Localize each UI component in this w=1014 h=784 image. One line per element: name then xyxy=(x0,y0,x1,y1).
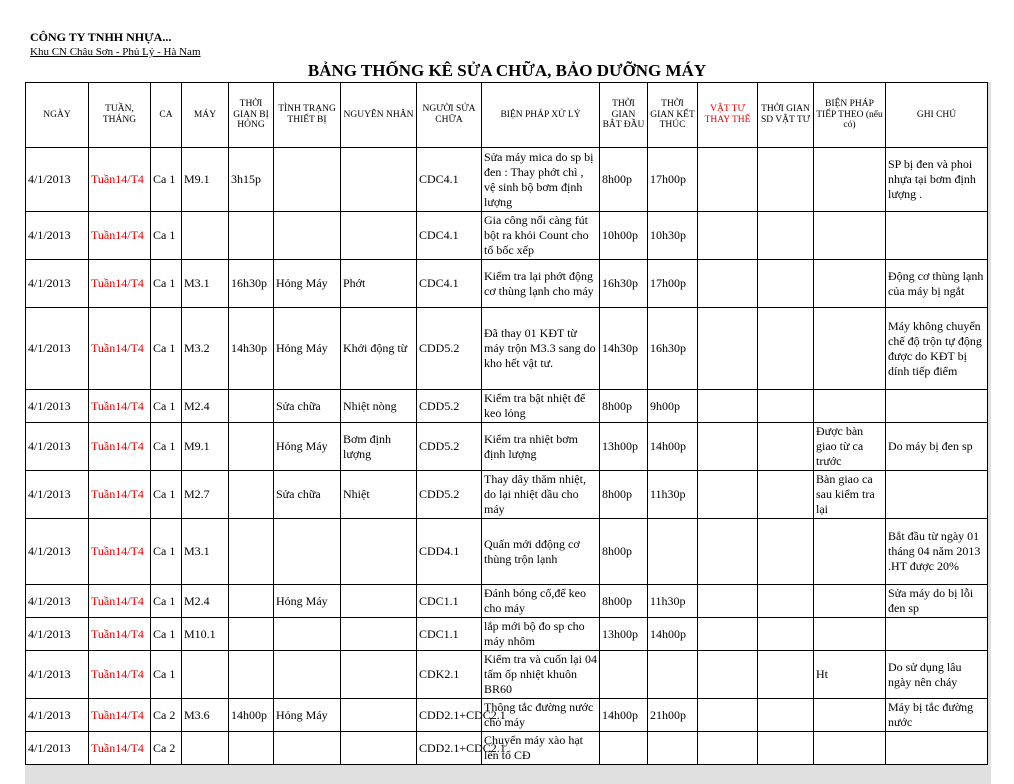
cell-thoi-gian-ket-thuc: 9h00p xyxy=(648,390,698,423)
cell-thoi-gian-bi-hong: 14h00p xyxy=(229,699,274,732)
page-title: BẢNG THỐNG KÊ SỬA CHỮA, BẢO DƯỠNG MÁY xyxy=(307,61,707,80)
cell-thoi-gian-bi-hong xyxy=(229,618,274,651)
header-ngay: NGÀY xyxy=(26,83,89,148)
cell-thoi-gian-bat-dau: 8h00p xyxy=(600,471,648,519)
cell-bien-phap-xu-ly: Đã thay 01 KĐT từ máy trộn M3.3 sang do kho hết vật tư. xyxy=(482,308,600,390)
cell-thoi-gian-bat-dau: 8h00p xyxy=(600,148,648,212)
cell-tuan-thang: Tuần14/T4 xyxy=(89,699,151,732)
cell-may xyxy=(182,651,229,699)
cell-tinh-trang xyxy=(274,148,341,212)
cell-thoi-gian-bi-hong: 14h30p xyxy=(229,308,274,390)
header-tinh-trang: TÌNH TRẠNG THIẾT BỊ xyxy=(274,83,341,148)
cell-bien-phap-tiep-theo xyxy=(814,260,886,308)
cell-nguyen-nhan: Khởi động từ xyxy=(341,308,417,390)
cell-bien-phap-xu-ly: Gia công nối càng fút bột ra khỏi Count cho tổ bốc xếp xyxy=(482,212,600,260)
cell-thoi-gian-ket-thuc: 17h00p xyxy=(648,260,698,308)
header-vat-tu-thay-the: VẬT TƯ THAY THẾ xyxy=(698,83,758,148)
cell-bien-phap-xu-ly: Kiểm tra nhiệt bơm định lượng xyxy=(482,423,600,471)
cell-thoi-gian-ket-thuc: 11h30p xyxy=(648,585,698,618)
cell-thoi-gian-sd-vat-tu xyxy=(758,699,814,732)
cell-ghi-chu xyxy=(886,390,988,423)
header-thoi-gian-sd-vat-tu: THỜI GIAN SD VẬT TƯ xyxy=(758,83,814,148)
cell-nguyen-nhan: Phớt xyxy=(341,260,417,308)
cell-bien-phap-xu-ly: lắp mới bộ đo sp cho máy nhôm xyxy=(482,618,600,651)
cell-tuan-thang: Tuần14/T4 xyxy=(89,732,151,765)
cell-thoi-gian-ket-thuc: 21h00p xyxy=(648,699,698,732)
cell-ca: Ca 1 xyxy=(151,308,182,390)
cell-tuan-thang: Tuần14/T4 xyxy=(89,390,151,423)
cell-thoi-gian-bat-dau: 14h30p xyxy=(600,308,648,390)
cell-thoi-gian-bi-hong xyxy=(229,585,274,618)
cell-tinh-trang: Hỏng Máy xyxy=(274,260,341,308)
cell-tuan-thang: Tuần14/T4 xyxy=(89,618,151,651)
cell-tuan-thang: Tuần14/T4 xyxy=(89,585,151,618)
cell-thoi-gian-bat-dau xyxy=(600,732,648,765)
cell-nguyen-nhan xyxy=(341,519,417,585)
cell-nguyen-nhan xyxy=(341,148,417,212)
header-bien-phap-tiep-theo: BIỆN PHÁP TIẾP THEO (nếu có) xyxy=(814,83,886,148)
cell-ngay: 4/1/2013 xyxy=(26,423,89,471)
cell-ghi-chu: Máy không chuyển chế độ trộn tự động được do KĐT bị dính tiếp điểm xyxy=(886,308,988,390)
cell-tinh-trang: Hỏng Máy xyxy=(274,423,341,471)
cell-tinh-trang: Hỏng Máy xyxy=(274,699,341,732)
cell-thoi-gian-bi-hong xyxy=(229,423,274,471)
company-name: CÔNG TY TNHH NHỰA... xyxy=(30,30,172,44)
cell-ca: Ca 1 xyxy=(151,390,182,423)
cell-thoi-gian-bi-hong xyxy=(229,390,274,423)
table-row xyxy=(26,390,988,423)
cell-may xyxy=(182,732,229,765)
cell-thoi-gian-sd-vat-tu xyxy=(758,651,814,699)
cell-ngay: 4/1/2013 xyxy=(26,651,89,699)
cell-bien-phap-tiep-theo xyxy=(814,699,886,732)
table-row xyxy=(26,699,988,732)
cell-tinh-trang xyxy=(274,732,341,765)
table-row xyxy=(26,732,988,765)
table-row xyxy=(26,585,988,618)
cell-thoi-gian-sd-vat-tu xyxy=(758,423,814,471)
cell-vat-tu-thay-the xyxy=(698,732,758,765)
cell-thoi-gian-ket-thuc xyxy=(648,651,698,699)
cell-bien-phap-xu-ly: Sửa máy mica do sp bị đen : Thay phớt chì , vệ sinh bộ bơm định lượng xyxy=(482,148,600,212)
cell-vat-tu-thay-the xyxy=(698,148,758,212)
table-row xyxy=(26,519,988,585)
cell-may: M3.2 xyxy=(182,308,229,390)
cell-ngay: 4/1/2013 xyxy=(26,148,89,212)
cell-ca: Ca 1 xyxy=(151,212,182,260)
cell-ca: Ca 1 xyxy=(151,651,182,699)
cell-may: M3.6 xyxy=(182,699,229,732)
cell-nguoi-sua-chua: CDC4.1 xyxy=(417,212,482,260)
table-row xyxy=(26,260,988,308)
cell-nguyen-nhan: Nhiệt nòng xyxy=(341,390,417,423)
cell-ngay: 4/1/2013 xyxy=(26,585,89,618)
cell-nguyen-nhan xyxy=(341,618,417,651)
cell-ghi-chu: Động cơ thùng lạnh của máy bị ngắt xyxy=(886,260,988,308)
cell-thoi-gian-sd-vat-tu xyxy=(758,732,814,765)
header-nguoi-sua-chua: NGƯỜI SỬA CHỮA xyxy=(417,83,482,148)
cell-tinh-trang xyxy=(274,212,341,260)
cell-nguyen-nhan xyxy=(341,732,417,765)
cell-may: M2.7 xyxy=(182,471,229,519)
cell-ca: Ca 1 xyxy=(151,148,182,212)
cell-ghi-chu xyxy=(886,618,988,651)
cell-ngay: 4/1/2013 xyxy=(26,732,89,765)
table-row xyxy=(26,148,988,212)
cell-thoi-gian-bi-hong xyxy=(229,519,274,585)
cell-bien-phap-tiep-theo: Được bàn giao từ ca trước xyxy=(814,423,886,471)
cell-may: M9.1 xyxy=(182,423,229,471)
cell-nguoi-sua-chua: CDK2.1 xyxy=(417,651,482,699)
cell-thoi-gian-sd-vat-tu xyxy=(758,585,814,618)
cell-bien-phap-tiep-theo xyxy=(814,519,886,585)
cell-may: M10.1 xyxy=(182,618,229,651)
cell-bien-phap-tiep-theo xyxy=(814,308,886,390)
cell-bien-phap-tiep-theo: Ht xyxy=(814,651,886,699)
header-thoi-gian-ket-thuc: THỜI GIAN KẾT THÚC xyxy=(648,83,698,148)
cell-may: M3.1 xyxy=(182,519,229,585)
cell-thoi-gian-sd-vat-tu xyxy=(758,212,814,260)
header-nguyen-nhan: NGUYÊN NHÂN xyxy=(341,83,417,148)
cell-thoi-gian-bat-dau: 13h00p xyxy=(600,423,648,471)
cell-may xyxy=(182,212,229,260)
cell-may: M2.4 xyxy=(182,390,229,423)
cell-bien-phap-xu-ly: Chuyển máy xào hạt lên tổ CĐ xyxy=(482,732,600,765)
cell-vat-tu-thay-the xyxy=(698,585,758,618)
table-row xyxy=(26,308,988,390)
cell-tinh-trang: Hỏng Máy xyxy=(274,308,341,390)
cell-ngay: 4/1/2013 xyxy=(26,471,89,519)
cell-thoi-gian-sd-vat-tu xyxy=(758,308,814,390)
table-container xyxy=(25,82,991,784)
cell-thoi-gian-bat-dau: 16h30p xyxy=(600,260,648,308)
cell-nguyen-nhan xyxy=(341,699,417,732)
table-row xyxy=(26,651,988,699)
table-row xyxy=(26,471,988,519)
cell-ca: Ca 2 xyxy=(151,699,182,732)
cell-thoi-gian-ket-thuc: 14h00p xyxy=(648,618,698,651)
cell-thoi-gian-bat-dau: 14h00p xyxy=(600,699,648,732)
cell-ca: Ca 1 xyxy=(151,471,182,519)
cell-thoi-gian-ket-thuc: 11h30p xyxy=(648,471,698,519)
cell-ghi-chu xyxy=(886,471,988,519)
cell-thoi-gian-sd-vat-tu xyxy=(758,618,814,651)
cell-ca: Ca 1 xyxy=(151,260,182,308)
cell-ca: Ca 1 xyxy=(151,618,182,651)
cell-ca: Ca 1 xyxy=(151,423,182,471)
cell-ghi-chu: Máy bị tắc đường nước xyxy=(886,699,988,732)
cell-nguoi-sua-chua: CDC4.1 xyxy=(417,260,482,308)
header-may: MÁY xyxy=(182,83,229,148)
cell-thoi-gian-bi-hong xyxy=(229,732,274,765)
header-bien-phap-xu-ly: BIỆN PHÁP XỬ LÝ xyxy=(482,83,600,148)
header-ghi-chu: GHI CHÚ xyxy=(886,83,988,148)
table-row xyxy=(26,423,988,471)
cell-ngay: 4/1/2013 xyxy=(26,212,89,260)
header-row xyxy=(26,83,988,148)
cell-thoi-gian-bat-dau: 8h00p xyxy=(600,390,648,423)
header-thoi-gian-bat-dau: THỜI GIAN BẮT ĐẦU xyxy=(600,83,648,148)
cell-bien-phap-xu-ly: Thông tắc đường nước cho máy xyxy=(482,699,600,732)
cell-thoi-gian-ket-thuc: 17h00p xyxy=(648,148,698,212)
cell-ghi-chu: Bắt đầu từ ngày 01 tháng 04 năm 2013 .HT được 20% xyxy=(886,519,988,585)
cell-nguoi-sua-chua: CDD5.2 xyxy=(417,390,482,423)
cell-ngay: 4/1/2013 xyxy=(26,260,89,308)
cell-ghi-chu: Do sử dụng lâu ngày nên cháy xyxy=(886,651,988,699)
cell-nguoi-sua-chua: CDD5.2 xyxy=(417,423,482,471)
cell-ngay: 4/1/2013 xyxy=(26,308,89,390)
cell-nguyen-nhan: Bơm định lượng xyxy=(341,423,417,471)
cell-tuan-thang: Tuần14/T4 xyxy=(89,148,151,212)
cell-tinh-trang xyxy=(274,519,341,585)
cell-ghi-chu: Do máy bị đen sp xyxy=(886,423,988,471)
cell-ghi-chu: Sửa máy do bị lỗi đen sp xyxy=(886,585,988,618)
header-thoi-gian-bi-hong: THỜI GIAN BỊ HỎNG xyxy=(229,83,274,148)
cell-nguoi-sua-chua: CDC1.1 xyxy=(417,618,482,651)
cell-tinh-trang: Hỏng Máy xyxy=(274,585,341,618)
cell-nguoi-sua-chua: CDD5.2 xyxy=(417,308,482,390)
cell-thoi-gian-bi-hong xyxy=(229,471,274,519)
company-address: Khu CN Châu Sơn - Phủ Lý - Hà Nam xyxy=(30,46,201,58)
cell-thoi-gian-sd-vat-tu xyxy=(758,390,814,423)
cell-bien-phap-tiep-theo xyxy=(814,732,886,765)
cell-thoi-gian-bi-hong: 3h15p xyxy=(229,148,274,212)
cell-vat-tu-thay-the xyxy=(698,699,758,732)
cell-nguoi-sua-chua: CDC1.1 xyxy=(417,585,482,618)
cell-tinh-trang xyxy=(274,651,341,699)
cell-nguoi-sua-chua: CDC4.1 xyxy=(417,148,482,212)
cell-thoi-gian-ket-thuc: 10h30p xyxy=(648,212,698,260)
cell-ca: Ca 1 xyxy=(151,519,182,585)
cell-bien-phap-tiep-theo xyxy=(814,212,886,260)
cell-tuan-thang: Tuần14/T4 xyxy=(89,212,151,260)
cell-vat-tu-thay-the xyxy=(698,212,758,260)
cell-thoi-gian-bi-hong xyxy=(229,212,274,260)
cell-nguyen-nhan xyxy=(341,212,417,260)
cell-tuan-thang: Tuần14/T4 xyxy=(89,471,151,519)
cell-bien-phap-xu-ly: Kiểm tra lại phớt động cơ thùng lạnh cho máy xyxy=(482,260,600,308)
cell-thoi-gian-bat-dau: 13h00p xyxy=(600,618,648,651)
cell-thoi-gian-bat-dau: 8h00p xyxy=(600,519,648,585)
cell-bien-phap-tiep-theo xyxy=(814,390,886,423)
cell-thoi-gian-sd-vat-tu xyxy=(758,260,814,308)
cell-thoi-gian-ket-thuc xyxy=(648,519,698,585)
cell-nguoi-sua-chua: CDD2.1+CDC2.1 xyxy=(417,732,482,765)
header-tuan-thang: TUẦN, THÁNG xyxy=(89,83,151,148)
table-row xyxy=(26,212,988,260)
cell-ghi-chu xyxy=(886,212,988,260)
repair-stats-table xyxy=(25,82,988,765)
cell-tinh-trang: Sửa chữa xyxy=(274,390,341,423)
cell-thoi-gian-bat-dau xyxy=(600,651,648,699)
table-body xyxy=(26,148,988,765)
cell-tuan-thang: Tuần14/T4 xyxy=(89,308,151,390)
cell-ngay: 4/1/2013 xyxy=(26,618,89,651)
cell-thoi-gian-ket-thuc xyxy=(648,732,698,765)
cell-ghi-chu xyxy=(886,732,988,765)
cell-bien-phap-tiep-theo xyxy=(814,618,886,651)
cell-tuan-thang: Tuần14/T4 xyxy=(89,519,151,585)
cell-vat-tu-thay-the xyxy=(698,519,758,585)
cell-tuan-thang: Tuần14/T4 xyxy=(89,260,151,308)
cell-tuan-thang: Tuần14/T4 xyxy=(89,651,151,699)
cell-ca: Ca 2 xyxy=(151,732,182,765)
cell-nguoi-sua-chua: CDD2.1+CDC2.1 xyxy=(417,699,482,732)
cell-nguyen-nhan xyxy=(341,651,417,699)
cell-vat-tu-thay-the xyxy=(698,618,758,651)
cell-thoi-gian-bat-dau: 8h00p xyxy=(600,585,648,618)
cell-nguyen-nhan xyxy=(341,585,417,618)
cell-vat-tu-thay-the xyxy=(698,390,758,423)
cell-bien-phap-tiep-theo: Bàn giao ca sau kiểm tra lại xyxy=(814,471,886,519)
header-ca: CA xyxy=(151,83,182,148)
cell-bien-phap-xu-ly: Kiểm tra bật nhiệt để keo lỏng xyxy=(482,390,600,423)
cell-thoi-gian-bat-dau: 10h00p xyxy=(600,212,648,260)
cell-bien-phap-tiep-theo xyxy=(814,585,886,618)
cell-thoi-gian-sd-vat-tu xyxy=(758,519,814,585)
cell-may: M9.1 xyxy=(182,148,229,212)
cell-bien-phap-xu-ly: Kiểm tra và cuốn lại 04 tấm ốp nhiệt khuôn BR60 xyxy=(482,651,600,699)
cell-bien-phap-xu-ly: Thay dây thăm nhiệt, do lại nhiệt dầu cho máy xyxy=(482,471,600,519)
cell-vat-tu-thay-the xyxy=(698,423,758,471)
cell-tinh-trang xyxy=(274,618,341,651)
cell-vat-tu-thay-the xyxy=(698,471,758,519)
cell-nguyen-nhan: Nhiệt xyxy=(341,471,417,519)
table-row xyxy=(26,618,988,651)
cell-nguoi-sua-chua: CDD4.1 xyxy=(417,519,482,585)
cell-ngay: 4/1/2013 xyxy=(26,390,89,423)
cell-vat-tu-thay-the xyxy=(698,651,758,699)
cell-thoi-gian-bi-hong: 16h30p xyxy=(229,260,274,308)
cell-thoi-gian-sd-vat-tu xyxy=(758,148,814,212)
cell-vat-tu-thay-the xyxy=(698,308,758,390)
cell-tinh-trang: Sửa chữa xyxy=(274,471,341,519)
cell-vat-tu-thay-the xyxy=(698,260,758,308)
cell-ngay: 4/1/2013 xyxy=(26,519,89,585)
cell-nguoi-sua-chua: CDD5.2 xyxy=(417,471,482,519)
cell-bien-phap-xu-ly: Đánh bóng cổ,để keo cho máy xyxy=(482,585,600,618)
cell-tuan-thang: Tuần14/T4 xyxy=(89,423,151,471)
cell-ghi-chu: SP bị đen và phoi nhựa tại bơm định lượng . xyxy=(886,148,988,212)
cell-bien-phap-xu-ly: Quấn mới dđộng cơ thùng trộn lạnh xyxy=(482,519,600,585)
cell-ngay: 4/1/2013 xyxy=(26,699,89,732)
cell-ca: Ca 1 xyxy=(151,585,182,618)
cell-thoi-gian-ket-thuc: 14h00p xyxy=(648,423,698,471)
cell-thoi-gian-bi-hong xyxy=(229,651,274,699)
cell-thoi-gian-sd-vat-tu xyxy=(758,471,814,519)
cell-may: M3.1 xyxy=(182,260,229,308)
cell-may: M2.4 xyxy=(182,585,229,618)
cell-bien-phap-tiep-theo xyxy=(814,148,886,212)
cell-thoi-gian-ket-thuc: 16h30p xyxy=(648,308,698,390)
